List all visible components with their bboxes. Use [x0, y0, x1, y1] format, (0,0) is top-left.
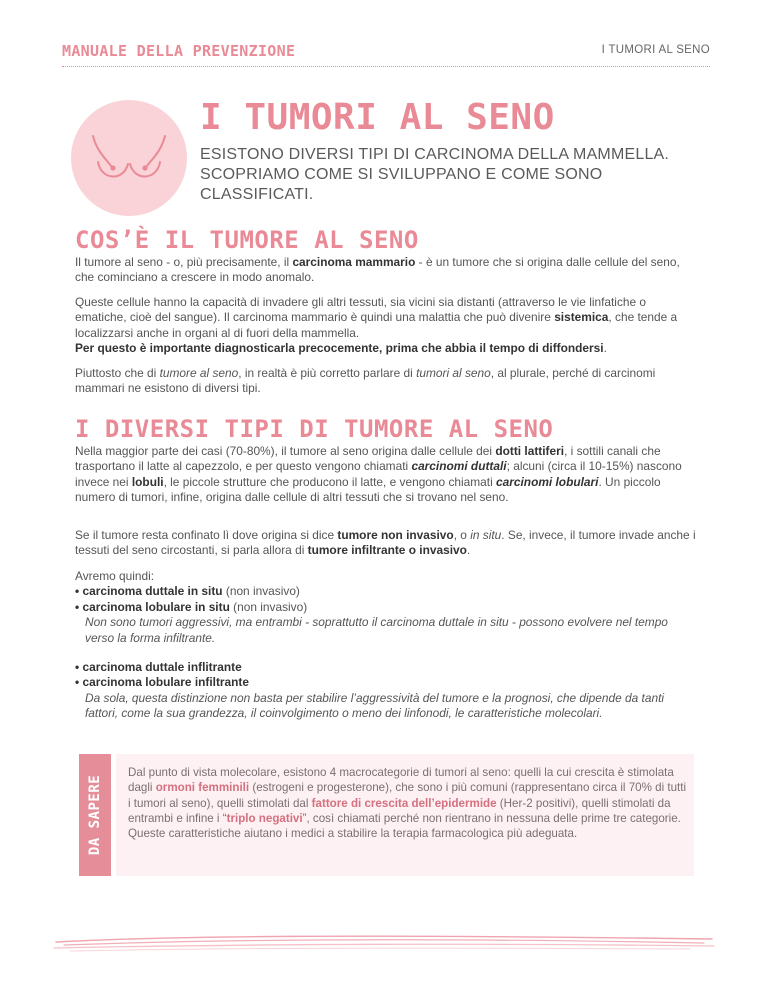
list-item: • carcinoma duttale in situ (non invasivo) [75, 584, 300, 599]
list-item: • carcinoma duttale inflitrante [75, 660, 242, 674]
types-list-1 [75, 569, 697, 646]
callout-text: Dal punto di vista molecolare, esistono 4 macrocategorie di tumori al seno: quelli la cui crescita è stimolata dagli ormoni femminili (estrogeni e progesterone), che sono i più comuni (rappresentano circa il 70% di tutti i tumori al seno), quelli stimolati dal fattore di crescita dell’epidermide (Her-2 positivi), quelli stimolati da entrambi e infine i “triplo negativi”, così chiamati perché non rientrano in nessuna delle prime tre categorie. Queste caratteristiche aiutano i medici a stabilire la terapia farmacologica più adeguata. [128, 766, 687, 841]
list-intro: Avremo quindi: [75, 569, 155, 583]
section1-paragraph-1: Il tumore al seno - o, più precisamente, il carcinoma mammario - è un tumore che si origina dalle cellule del seno, che cominciano a crescere in modo anomalo. [75, 255, 680, 285]
brush-stroke-divider [50, 928, 718, 958]
section1-heading: COS’È IL TUMORE AL SENO [75, 226, 419, 254]
section2-paragraph-1: Nella maggior parte dei casi (70-80%), il tumore al seno origina dalle cellule dei dotti lattiferi, i sottili canali che trasportano il latte al capezzolo, e per questo vengono chiamati carcinomi duttali; alcuni (circa il 10-15%) nascono invece nei lobuli, le piccole strutture che producono il latte, e vengono chiamati carcinomi lobulari. Un piccolo numero di tumori, infine, origina dalle cellule di altri tessuti che si trovano nel seno. [75, 444, 682, 505]
list-note: Non sono tumori aggressivi, ma entrambi - soprattutto il carcinoma duttale in situ - possono evolvere nel tempo verso la forma infiltrante. [85, 615, 668, 645]
callout-panel [116, 754, 694, 876]
callout-tab-label: DA SAPERE [87, 774, 103, 856]
page-subtitle: ESISTONO DIVERSI TIPI DI CARCINOMA DELLA MAMMELLA. SCOPRIAMO COME SI SVILUPPANO E COME SONO CLASSIFICATI. [200, 146, 670, 203]
page-header [62, 42, 710, 64]
brand-title: MANUALE DELLA PREVENZIONE [62, 42, 296, 60]
section2-heading: I DIVERSI TIPI DI TUMORE AL SENO [75, 415, 554, 443]
info-callout [79, 754, 694, 876]
section2-paragraph-2: Se il tumore resta confinato lì dove origina si dice tumore non invasivo, o in situ. Se, invece, il tumore invade anche i tessuti del seno circostanti, si parla allora di tumore infiltrante o invasivo. [75, 528, 696, 558]
section1-paragraph-3: Piuttosto che di tumore al seno, in realtà è più corretto parlare di tumori al seno, al plurale, perché di carcinomi mammari ne esistono di diversi tipi. [75, 366, 656, 396]
list-note: Da sola, questa distinzione non basta per stabilire l’aggressività del tumore e la prognosi, che dipende da tanti fattori, come la sua grandezza, il coinvolgimento o meno dei linfonodi, le caratteristiche molecolari. [85, 690, 665, 721]
page-title: I TUMORI AL SENO [200, 97, 555, 138]
section1-paragraph-2: Queste cellule hanno la capacità di invadere gli altri tessuti, sia vicini sia distanti (attraverso le vie linfatiche o ematiche, cioè del sangue). Il carcinoma mammario è quindi una malattia che può divenire sistemica, che tende a localizzarsi anche in organi al di fuori della mammella. Per questo è importante diagnosticarla precocemente, prima che abbia il tempo di diffondersi. [75, 295, 678, 356]
callout-tab [79, 754, 111, 876]
section-name: I TUMORI AL SENO [601, 44, 710, 56]
breast-icon [71, 100, 187, 216]
list-item: • carcinoma lobulare in situ (non invasivo) [75, 599, 308, 614]
dotted-divider [62, 66, 710, 67]
list-item: • carcinoma lobulare infiltrante [75, 675, 249, 690]
types-list-2 [75, 660, 697, 722]
